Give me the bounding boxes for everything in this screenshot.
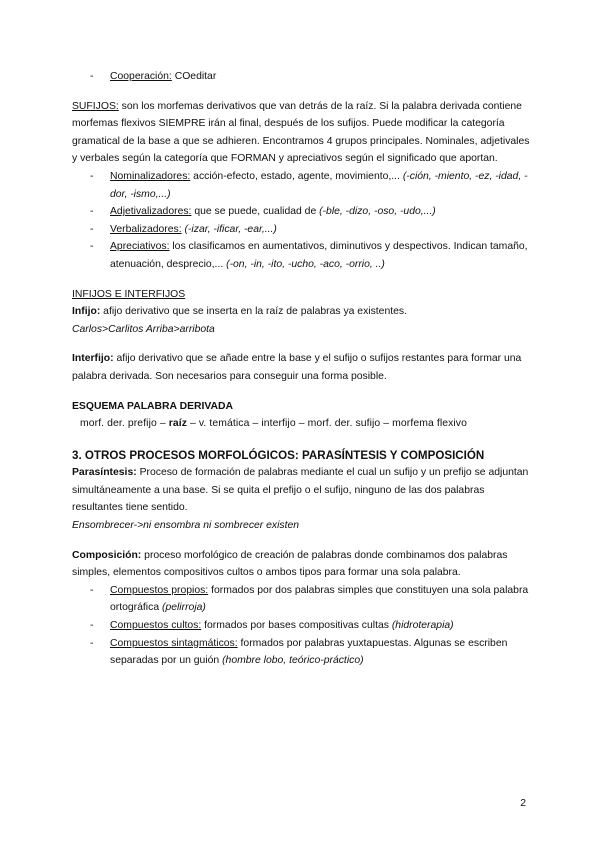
bullet-dash: - xyxy=(90,223,94,235)
document-body xyxy=(72,68,532,670)
parasintesis-example: Ensombrecer->ni ensombra ni sombrecer existen xyxy=(72,520,300,532)
sufijos-label: SUFIJOS: xyxy=(72,100,119,112)
infijo-paragraph xyxy=(72,303,532,321)
esquema-part1: morf. der. prefijo – xyxy=(80,418,169,430)
interfijo-label: Interfijo: xyxy=(72,353,114,365)
list-item xyxy=(72,203,532,221)
page-number: 2 xyxy=(520,798,526,809)
item-examples: (-ble, -dizo, -oso, -udo,...) xyxy=(319,206,436,218)
infijo-example: Carlos>Carlitos Arriba>arribota xyxy=(72,323,215,335)
bullet-dash: - xyxy=(90,241,94,253)
parasintesis-label: Parasíntesis: xyxy=(72,467,137,479)
bullet-dash: - xyxy=(90,206,94,218)
composicion-paragraph xyxy=(72,547,532,582)
section-heading: 3. OTROS PROCESOS MORFOLÓGICOS: PARASÍNTESIS Y COMPOSICIÓN xyxy=(72,448,485,462)
item-examples: (hombre lobo, teórico-práctico) xyxy=(222,655,364,667)
item-examples: (-on, -in, -ito, -ucho, -aco, -orrio, ..) xyxy=(226,258,385,270)
parasintesis-text: Proceso de formación de palabras mediante el cual un sufijo y un prefijo se adjuntan simultáneamente a una base. Si se quita el prefijo o el sufijo, ninguno de las dos palabras resultantes tiene sentido. xyxy=(72,467,529,514)
sufijos-paragraph xyxy=(72,98,532,168)
item-text: acción-efecto, estado, agente, movimiento,... xyxy=(190,170,403,182)
esquema-line xyxy=(72,415,532,433)
item-label: Compuestos sintagmáticos: xyxy=(110,637,238,649)
item-examples: (hidroterapia) xyxy=(391,620,454,632)
bullet-dash: - xyxy=(90,637,94,649)
item-label: Compuestos propios: xyxy=(110,584,209,596)
item-label: Verbalizadores: xyxy=(110,223,182,235)
esquema-part2: – v. temática – interfijo – morf. der. sufijo – morfema flexivo xyxy=(187,418,467,430)
item-examples: (pelirroja) xyxy=(161,602,206,614)
bullet-dash: - xyxy=(90,71,94,82)
item-text: formados por dos palabras simples que constituyen una sola palabra ortográfica xyxy=(110,584,529,614)
bullet-dash: - xyxy=(90,620,94,632)
list-item xyxy=(72,635,532,670)
item-label: Adjetivalizadores: xyxy=(110,206,192,218)
item-text: formados por palabras yuxtapuestas. Algunas se escriben separadas por un guión xyxy=(110,637,508,667)
esquema-heading: ESQUEMA PALABRA DERIVADA xyxy=(72,400,234,412)
composicion-text: proceso morfológico de creación de palabras donde combinamos dos palabras simples, elementos compositivos cultos o ambos tipos para formar una sola palabra. xyxy=(72,549,508,579)
list-item xyxy=(72,168,532,203)
esquema-raiz: raíz xyxy=(168,418,188,430)
item-label: Compuestos cultos: xyxy=(110,620,202,632)
item-examples: (-ción, -miento, -ez, -idad, -dor, -ismo,...) xyxy=(110,170,528,200)
item-text: que se puede, cualidad de xyxy=(191,206,320,218)
list-item xyxy=(72,617,532,635)
infijo-text: afijo derivativo que se inserta en la raíz de palabras ya existentes. xyxy=(100,306,407,318)
list-item xyxy=(72,238,532,273)
item-examples: (-izar, -ificar, -ear,...) xyxy=(184,223,277,235)
item-text: COeditar xyxy=(171,71,217,82)
list-item xyxy=(72,582,532,617)
list-item xyxy=(72,221,532,239)
item-label: Apreciativos: xyxy=(110,241,170,253)
composicion-label: Composición: xyxy=(72,549,142,561)
bullet-dash: - xyxy=(90,584,94,596)
item-label: Cooperación: xyxy=(110,71,172,82)
parasintesis-paragraph xyxy=(72,464,532,517)
bullet-dash: - xyxy=(90,170,94,182)
interfijo-paragraph xyxy=(72,350,532,385)
infijos-heading: INFIJOS E INTERFIJOS xyxy=(72,288,186,300)
item-label: Nominalizadores: xyxy=(110,170,191,182)
item-text: formados por bases compositivas cultas xyxy=(201,620,392,632)
list-item xyxy=(72,68,532,86)
interfijo-text: afijo derivativo que se añade entre la base y el sufijo o sufijos restantes para formar una palabra derivada. Son necesarios para conseguir una forma posible. xyxy=(72,353,522,382)
infijo-label: Infijo: xyxy=(72,306,101,318)
sufijos-text: son los morfemas derivativos que van detrás de la raíz. Si la palabra derivada contiene morfemas flexivos SIEMPRE irán al final, después de los sufijos. Puede modificar la categoría gramatical de la base a que se adhieren. Encontramos 4 grupos principales. Nominales, adjetivales y verbales según la categoría que FORMAN y apreciativos según el significado que aportan. xyxy=(72,100,530,165)
item-text: los clasificamos en aumentativos, diminutivos y despectivos. Indican tamaño, atenuación, desprecio,... xyxy=(110,241,528,270)
